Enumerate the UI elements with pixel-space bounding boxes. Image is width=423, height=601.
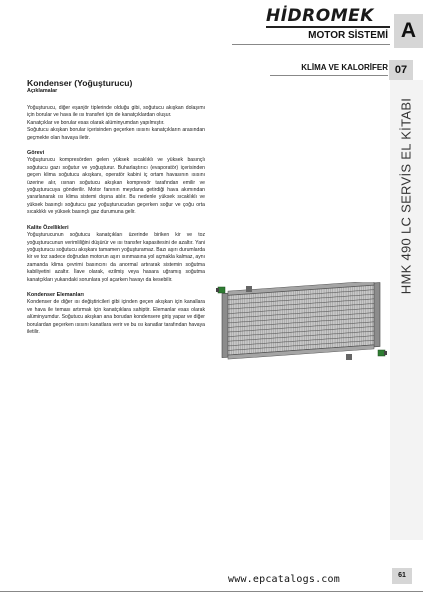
intro-paragraph-2: Kanatçıklar ve borular esas olarak alüminyumdan yapılmıştır.: [27, 119, 165, 126]
elements-paragraph: Kondenser de diğer ısı değiştiricileri gibi içinden geçen akışkan için kanallara ve hava ile teması artırmak için kanatçıklara sahiptir. Elemanlar esas olarak alüminyumdur. Soğutucu akışkan ana borudan kondensere giriş yapar ve diğer borulardan geçerken ısısını kanatlara verir ve bu ısı kanatlar tarafından havaya iletilir.: [27, 299, 205, 335]
subsection-divider: [270, 75, 388, 76]
footer-divider: [0, 591, 423, 592]
inlet-fitting-icon: [216, 287, 225, 293]
outlet-fitting-icon: [378, 350, 387, 356]
condenser-illustration: [216, 282, 388, 368]
quality-heading: Kalite Özellikleri: [27, 224, 69, 231]
elements-heading: Kondenser Elemanları: [27, 291, 84, 298]
page-title: Kondenser (Yoğuşturucu): [27, 78, 133, 88]
section-title: MOTOR SİSTEMİ: [308, 30, 388, 41]
section-divider: [232, 44, 390, 45]
intro-paragraph-3: Soğutucu akışkan borular içerisinden geçerken ısısını kanatçıkların arasından geçmekte olan havaya iletir.: [27, 127, 205, 141]
condenser-core: [222, 282, 380, 360]
brand-underline: [266, 26, 390, 28]
mount-bracket-bottom: [346, 354, 352, 360]
subsection-number-tab: 07: [389, 60, 413, 80]
section-letter-tab: A: [394, 14, 423, 48]
duty-paragraph: Yoğuşturucu kompresörden gelen yüksek sıcaklıklı ve yüksek basınçlı soğutucu gazı soğutur ve yoğuşturur. Buharlaştırıcı (evaporatör) içerisinden geçen klima soğutucu akışkanı, operatör kabini iç ortam havasının ısısını üzerine alır, ısınan soğutucu akışkan kompresör tarafından emilir ve yoğuşturucuya gönderilir. Motor fanının meydana getirdiği hava akımından yararlanarak ısı klima sistemi dışına atılır. Bu nedenle yüksek sıcaklıklı ve yüksek basınçlı soğutucu gaz yoğuşturucudan geçerken soğur ve çoğu orta sıcaklıklı ve yüksek basınçlı gaz durumuna gelir.: [27, 157, 205, 216]
subsection-title: KLİMA VE KALORİFER: [301, 63, 388, 72]
quality-paragraph: Yoğuşturucunun soğutucu kanatçıkları üzerinde biriken kir ve toz yoğuşturucunun verimliliğini düşürür ve ısı transfer kapasitesini de azaltır. Yani yoğuşturucu soğutucu akışkanı tamamen yoğuşturamaz. Bazı aşırı durumlarda kir ve toz sadece doğrudan motorun aşırı ısınmasına yol açmakla kalmaz, aynı zamanda klima çevrimi basıncını da anormal artırarak sistemin soğutma kabiliyetini azaltır. İlave olarak, ezilmiş veya hasara uğramış soğutma kanatçıkları yukarıdaki sorunlara yol açarken havayı da kesebilir.: [27, 232, 205, 283]
page-subtitle: Açıklamalar: [27, 88, 58, 94]
mount-bracket-top: [246, 286, 252, 292]
page-number: 61: [392, 568, 412, 584]
side-title-text: HMK 490 LC SERVİS EL KİTABI: [398, 97, 414, 295]
brand-logo: HİDROMEK: [266, 6, 374, 26]
main-text-column: [27, 78, 205, 336]
duty-heading: Görevi: [27, 150, 45, 157]
footer-url: www.epcatalogs.com: [228, 574, 340, 585]
intro-paragraph-1: Yoğuşturucu, diğer eşanjör tiplerinde olduğu gibi, soğutucu akışkan dolaşımı için borular ve hava ile ısı transferi için de kanatçıklardan oluşur.: [27, 105, 205, 119]
